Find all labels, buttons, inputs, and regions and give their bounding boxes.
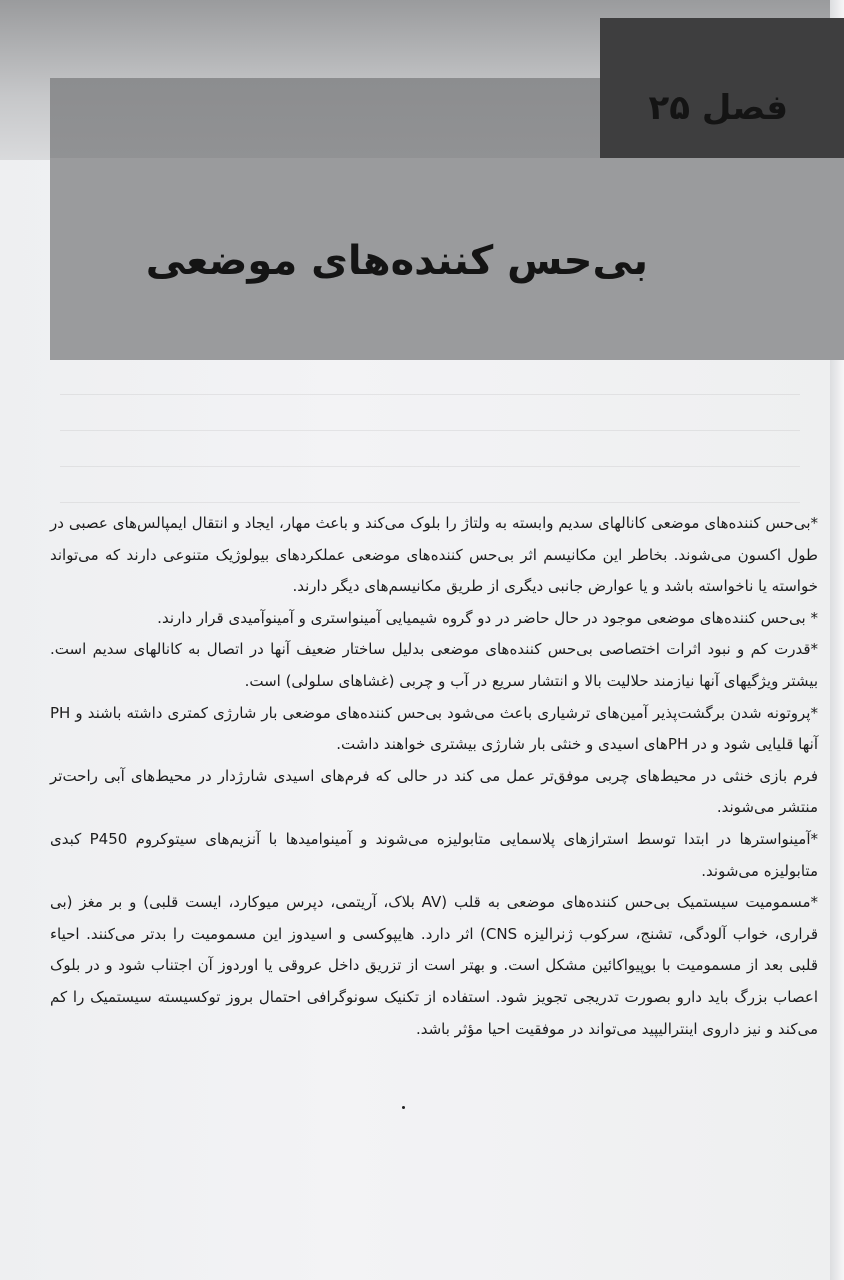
end-dot xyxy=(402,1106,405,1109)
paragraph-sodium-channels: *بی‌حس کننده‌های موضعی کانالهای سدیم وابسته به ولتاژ را بلوک می‌کند و باعث مهار، ایجاد و انتقال ایمپالس‌های عصبی در طول اکسون می‌شوند. بخاطر این مکانیسم اثر بی‌حس کننده‌های موضعی عملکردهای بیولوژیک متنوعی دارند که می‌تواند خواسته یا ناخواسته باشد و یا عوارض جانبی دیگری از طریق مکانیسم‌های دیگر دارند. xyxy=(50,514,818,596)
chapter-label: فصل ۲۵ xyxy=(648,88,788,128)
bleed-through-text xyxy=(60,372,800,522)
body-text xyxy=(50,508,818,1045)
paragraph-base-form: فرم بازی خنثی در محیط‌های چربی موفق‌تر عمل می کند در حالی که فرم‌های اسیدی شارژدار در محیط‌های آبی راحت‌تر منتشر می‌شوند. xyxy=(50,766,818,817)
paragraph-toxicity: *مسمومیت سیستمیک بی‌حس کننده‌های موضعی به قلب (AV بلاک، آریتمی، دپرس میوکارد، ایست قلبی) و بر مغز (بی قراری، خواب آلودگی، تشنج، سرکوب ژنرالیزه CNS) اثر دارد. هایپوکسی و اسیدوز این مسمومیت را بدتر می‌کنند. احیاء قلبی بعد از مسمومیت با بوپیواکائین مشکل است. و بهتر است از تزریق داخل عروقی یا اوردوز آن اجتناب شود و در بلوک اعصاب بزرگ باید دارو بصورت تدریجی تجویز شود. استفاده از تکنیک سونوگرافی احتمال بروز توکسیسته سیستمیک را کم می‌کند و نیز داروی اینترالیپید می‌تواند در موفقیت احیا مؤثر باشد. xyxy=(50,893,818,1038)
chapter-title: بی‌حس کننده‌های موضعی xyxy=(145,238,648,284)
paragraph-chemical-groups: * بی‌حس کننده‌های موضعی موجود در حال حاضر در دو گروه شیمیایی آمینواستری و آمینوآمیدی قرار دارند. xyxy=(157,608,818,627)
paragraph-potency: *قدرت کم و نبود اثرات اختصاصی بی‌حس کننده‌های موضعی بدلیل ساختار ضعیف آنها در اتصال به کانالهای سدیم است. بیشتر ویژگیهای آنها نیازمند حلالیت بالا و انتشار سریع در آب و چربی (غشاهای سلولی) است. xyxy=(50,640,818,690)
paragraph-protonation: *پروتونه شدن برگشت‌پذیر آمین‌های ترشیاری باعث می‌شود بی‌حس کننده‌های موضعی بار شارژی کمتری داشته باشند و PH آنها قلیایی شود و در PHهای اسیدی و خنثی بار شارژی بیشتری خواهند داشت. xyxy=(50,703,818,754)
paragraph-metabolism: *آمینواسترها در ابتدا توسط استرازهای پلاسمایی متابولیزه می‌شوند و آمینوامیدها با آنزیم‌های سیتوکروم P450 کبدی متابولیزه می‌شوند. xyxy=(50,829,818,880)
